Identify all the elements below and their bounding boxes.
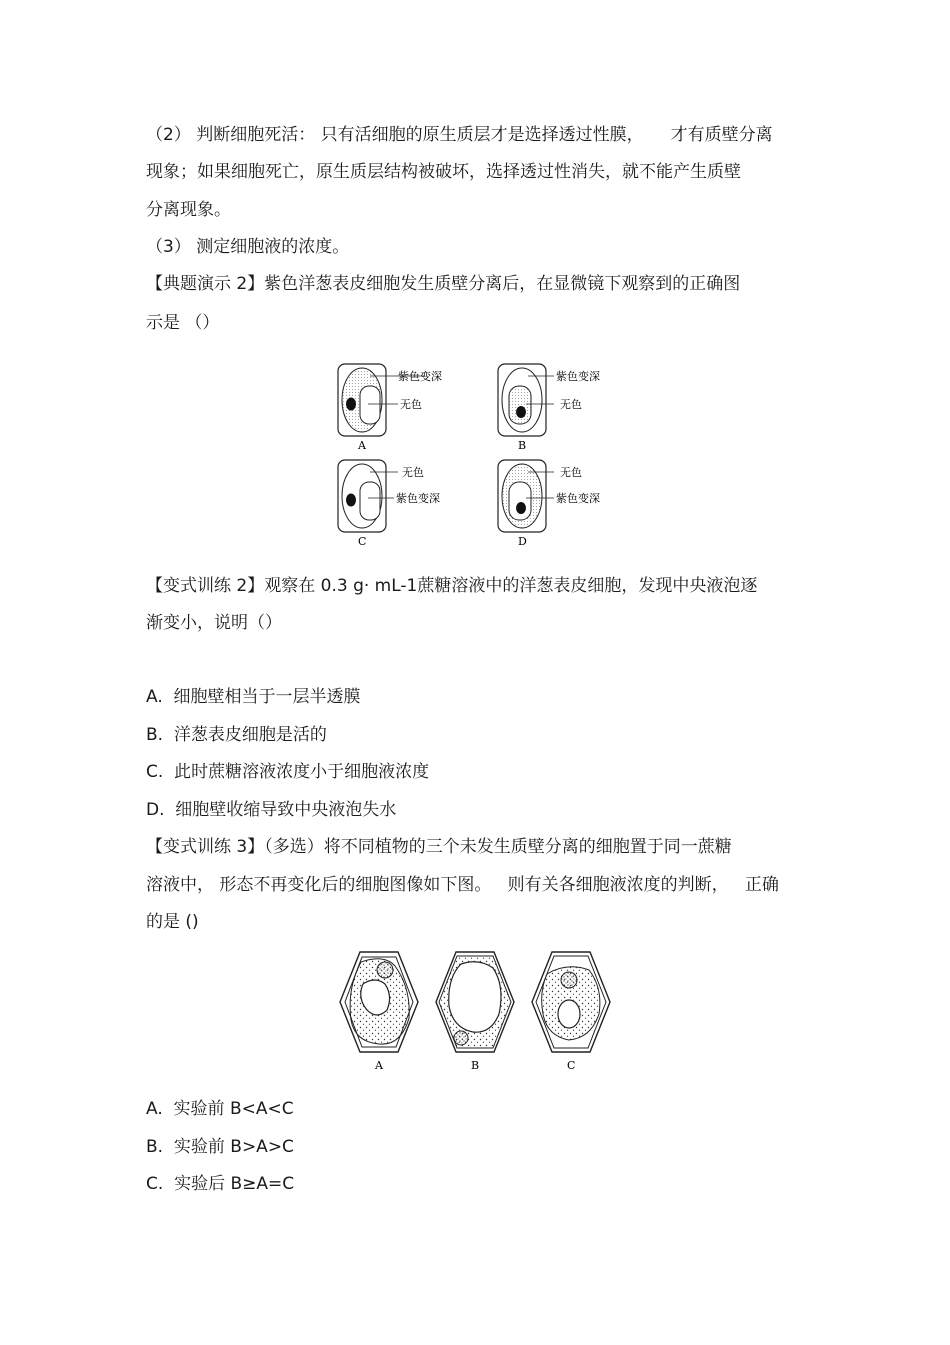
text-line-13: 【变式训练 3】（多选）将不同植物的三个未发生质壁分离的细胞置于同一蔗糖 bbox=[146, 837, 732, 857]
figure-hexagon-cells bbox=[335, 948, 615, 1076]
text-line-6: 示是 （） bbox=[146, 313, 220, 333]
hex-cell-c bbox=[532, 952, 610, 1072]
answer-a: A. 实验前 B<A<C bbox=[146, 1099, 294, 1119]
label-a-bottom: 无色 bbox=[400, 398, 422, 411]
hex-cell-b bbox=[436, 952, 514, 1072]
cell-c bbox=[338, 460, 440, 548]
text-line-8: 渐变小，说明（） bbox=[146, 613, 282, 633]
cell-a-letter: A bbox=[358, 439, 366, 452]
cell-d bbox=[498, 460, 600, 548]
hex-cell-a bbox=[340, 952, 418, 1072]
cell-a bbox=[338, 364, 442, 452]
option-c: C. 此时蔗糖溶液浓度小于细胞液浓度 bbox=[146, 762, 430, 782]
option-d: D. 细胞壁收缩导致中央液泡失水 bbox=[146, 800, 397, 820]
text-line-5: 【典题演示 2】紫色洋葱表皮细胞发生质壁分离后，在显微镜下观察到的正确图 bbox=[146, 274, 741, 294]
label-d-bottom: 紫色变深 bbox=[556, 492, 600, 505]
label-b-bottom: 无色 bbox=[560, 398, 582, 411]
figure-plasmolysis-options bbox=[330, 358, 630, 550]
hex-c-letter: C bbox=[567, 1059, 576, 1072]
option-a: A. 细胞壁相当于一层半透膜 bbox=[146, 687, 361, 707]
label-b-top: 紫色变深 bbox=[556, 370, 600, 383]
cell-c-letter: C bbox=[358, 535, 367, 548]
label-c-top: 无色 bbox=[402, 466, 424, 479]
label-a-top: 紫色变深 bbox=[398, 370, 442, 383]
hex-a-letter: A bbox=[375, 1059, 383, 1072]
text-line-2: 现象；如果细胞死亡，原生质层结构被破坏，选择透过性消失，就不能产生质壁 bbox=[146, 162, 741, 182]
cell-b bbox=[498, 364, 600, 452]
hex-b-letter: B bbox=[471, 1059, 480, 1072]
text-line-4: （3） 测定细胞液的浓度。 bbox=[146, 237, 350, 257]
answer-c: C. 实验后 B≥A=C bbox=[146, 1174, 295, 1194]
cell-d-letter: D bbox=[518, 535, 527, 548]
cell-b-letter: B bbox=[518, 439, 527, 452]
answer-b: B. 实验前 B>A>C bbox=[146, 1137, 294, 1157]
label-d-top: 无色 bbox=[560, 466, 582, 479]
option-b: B. 洋葱表皮细胞是活的 bbox=[146, 725, 327, 745]
label-c-bottom: 紫色变深 bbox=[396, 492, 440, 505]
text-line-7: 【变式训练 2】观察在 0.3 g· mL-1蔗糖溶液中的洋葱表皮细胞，发现中央液泡逐 bbox=[146, 576, 758, 596]
text-line-3: 分离现象。 bbox=[146, 200, 231, 220]
text-line-14: 溶液中， 形态不再变化后的细胞图像如下图。 则有关各细胞液浓度的判断， 正确 bbox=[146, 875, 779, 895]
text-line-15: 的是 () bbox=[146, 912, 199, 932]
text-line-1: （2） 判断细胞死活： 只有活细胞的原生质层才是选择透过性膜， 才有质壁分离 bbox=[146, 125, 773, 145]
